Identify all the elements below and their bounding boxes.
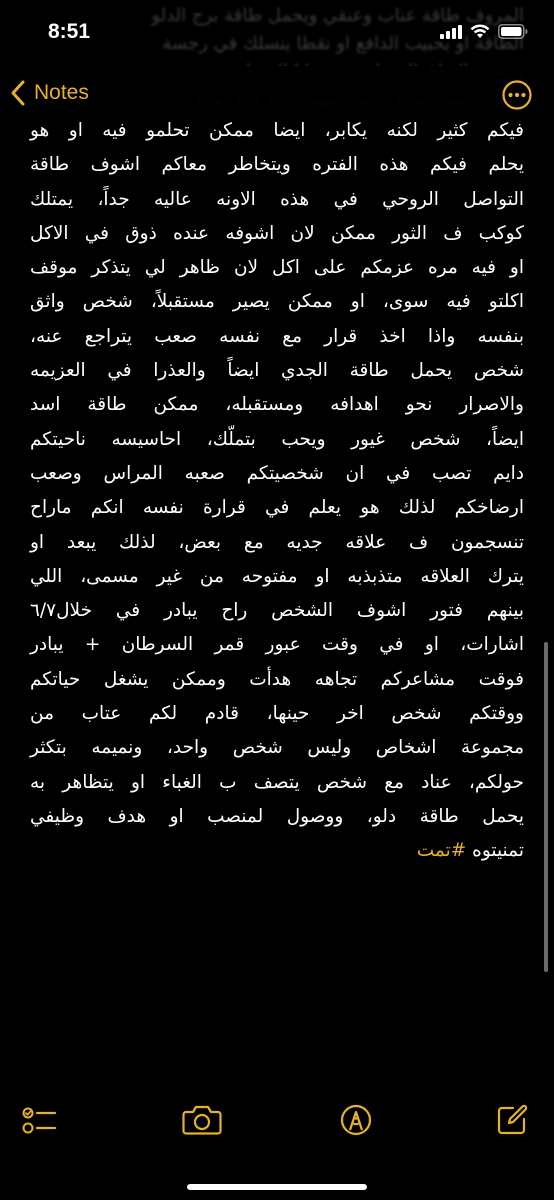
status-bar xyxy=(0,0,554,66)
hashtag-link[interactable]: #تمت xyxy=(416,840,467,862)
note-line: كوكب ف الثور ممكن لان اشوفه عنده ذوق في الاكل xyxy=(30,222,524,244)
note-line: او فيه مره عزمكم على اكل لان ظاهر لي يتذكر موقف xyxy=(30,257,524,279)
note-line: مجموعة اشخاص وليس شخص واحد، ونميمه بتكثر xyxy=(30,737,524,759)
more-options-button[interactable] xyxy=(502,80,532,114)
home-indicator[interactable] xyxy=(187,1184,367,1190)
cellular-signal-icon xyxy=(440,25,462,39)
note-line: بينهم فتور اشوف الشخص راح يبادر في خلال٦/٧ xyxy=(30,600,524,622)
wifi-icon xyxy=(470,24,490,39)
note-line: ووقتكم شخص اخر حينها، قادم لكم عتاب من xyxy=(30,703,524,725)
ghost-line: الطاقة او يحبيب الدافع او تقطا ينسلك في رجسة xyxy=(162,33,524,54)
note-line: اشارات، او في وقت عبور قمر السرطان + يبادر xyxy=(30,634,524,656)
note-line: ارضاخكم لذلك هو يعلم في قرارة نفسه انكم ماراح xyxy=(30,497,524,519)
scroll-indicator[interactable] xyxy=(544,642,548,972)
note-line: فيكم كثير لكنه يكابر، ايضا ممكن تحلمو فيه او هو xyxy=(30,120,524,141)
note-line: حولكم، عناد مع شخص يتصف ب الغباء او يتظاهر به xyxy=(30,771,524,793)
compose-button[interactable] xyxy=(496,1104,528,1140)
note-line: يترك العلاقه متذبذبه او مفتوحه من غير مسمى، اللي xyxy=(30,565,524,587)
battery-icon xyxy=(498,24,528,39)
back-label: Notes xyxy=(34,81,89,104)
note-line: دايم تصب في ان شخصيتكم صعبه المراس وصعب xyxy=(30,462,524,484)
camera-button[interactable] xyxy=(182,1104,222,1140)
note-line: شخص يحمل طاقة الجدي ايضاً والعذرا في العزيمه xyxy=(30,360,524,382)
note-last-line xyxy=(30,834,524,868)
ellipsis-circle-icon xyxy=(502,80,532,110)
note-line: ايضاً، شخص غيور ويحب بتملّك، احاسيسه ناحيتكم xyxy=(30,428,524,450)
status-time: 8:51 xyxy=(48,20,91,43)
markup-button[interactable] xyxy=(340,1104,372,1140)
compose-icon xyxy=(496,1104,528,1136)
checklist-icon xyxy=(22,1106,56,1136)
note-line: يحلم فيكم هذه الفتره ويتخاطر معاكم اشوف طاقة xyxy=(30,154,524,176)
pen-tip-circle-icon xyxy=(340,1104,372,1136)
camera-icon xyxy=(182,1104,222,1136)
note-line: والاصرار نحو اهدافه ومستقبله، ممكن طاقة اسد xyxy=(30,394,524,416)
checklist-button[interactable] xyxy=(22,1106,56,1140)
note-line: بنفسه واذا اخذ قرار مع نفسه صعب يتراجع عنه، xyxy=(30,325,524,347)
back-button[interactable] xyxy=(10,80,89,106)
note-line: التواصل الروحي في هذه الاونه عاليه جداً، يمتلك xyxy=(30,188,524,210)
note-line: تنسجمون ف علاقه جديه مع بعض، لذلك يبعد او xyxy=(30,531,524,553)
bottom-toolbar xyxy=(0,1100,554,1154)
note-body[interactable] xyxy=(30,114,524,869)
ghost-line: المروف طاقة عناب وعنقي ويحمل طاقة برج الدلو xyxy=(151,5,524,26)
note-line: فوقت مشاعركم تجاهه هدأت وممكن يشغل حياتكم xyxy=(30,668,524,690)
status-icons xyxy=(440,24,528,39)
note-line: اكلتو فيه سوى، او ممكن يصير مستقبلاً، شخص واثق xyxy=(30,291,524,313)
note-last-line-text: تمنيتوه xyxy=(466,840,524,862)
chevron-left-icon xyxy=(10,80,26,106)
note-line: يحمل طاقة دلو، ووصول لمنصب او هدف وظيفي xyxy=(30,805,524,827)
